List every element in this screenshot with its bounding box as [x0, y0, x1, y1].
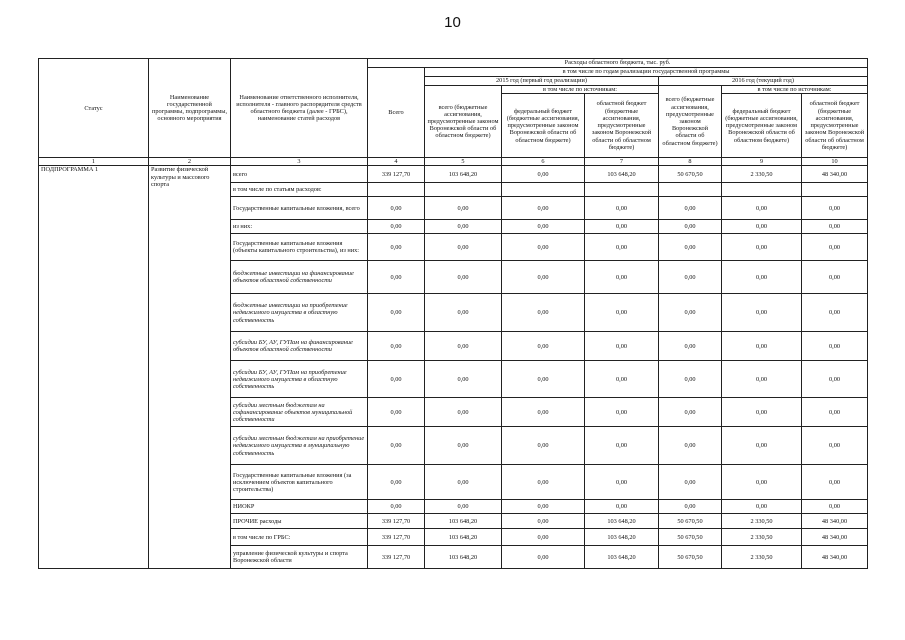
amount-cell: 0,00: [368, 234, 425, 261]
column-number: 5: [425, 158, 502, 166]
amount-cell: 0,00: [659, 427, 722, 465]
amount-cell: 0,00: [502, 234, 585, 261]
amount-cell: 0,00: [368, 332, 425, 361]
column-number: 2: [149, 158, 231, 166]
amount-cell: 48 340,00: [802, 546, 868, 569]
header-col8: всего (бюджетные ассигнования, предусмотренные законом Воронежской области об областном бюджете): [659, 86, 722, 158]
expense-item-label: субсидии БУ, АУ, ГУПам на приобретение недвижимого имущества в областную собственность: [231, 361, 368, 398]
amount-cell: 2 330,50: [722, 514, 802, 529]
amount-cell: 0,00: [585, 465, 659, 500]
column-number: 6: [502, 158, 585, 166]
amount-cell: 0,00: [722, 465, 802, 500]
amount-cell: 0,00: [502, 465, 585, 500]
expense-item-label: Государственные капитальные вложения, всего: [231, 197, 368, 220]
amount-cell: 0,00: [722, 234, 802, 261]
amount-cell: 0,00: [659, 294, 722, 332]
amount-cell: 0,00: [722, 427, 802, 465]
header-col5: всего (бюджетные ассигнования, предусмотренные законом Воронежской области об областном бюджете): [425, 86, 502, 158]
amount-cell: 0,00: [502, 166, 585, 183]
expense-item-label: Государственные капитальные вложения (объекты капитального строительства), из них:: [231, 234, 368, 261]
amount-cell: 103 648,20: [425, 546, 502, 569]
expense-item-label: в том числе по ГРБС:: [231, 529, 368, 546]
amount-cell: 0,00: [585, 500, 659, 514]
amount-cell: 0,00: [502, 398, 585, 427]
expense-item-label: субсидии БУ, АУ, ГУПам на финансирование объектов областной собственности: [231, 332, 368, 361]
amount-cell: 0,00: [802, 197, 868, 220]
program-name-cell: Развитие физической культуры и массового спорта: [149, 166, 231, 569]
amount-cell: 0,00: [659, 220, 722, 234]
column-number: 4: [368, 158, 425, 166]
amount-cell: 0,00: [425, 197, 502, 220]
amount-cell: 0,00: [802, 332, 868, 361]
expense-item-label: в том числе по статьям расходов:: [231, 183, 368, 197]
amount-cell: 0,00: [585, 294, 659, 332]
amount-cell: 0,00: [425, 294, 502, 332]
column-number: 3: [231, 158, 368, 166]
amount-cell: 0,00: [722, 332, 802, 361]
amount-cell: 103 648,20: [585, 514, 659, 529]
amount-cell: 0,00: [502, 294, 585, 332]
expense-item-label: всего: [231, 166, 368, 183]
amount-cell: 0,00: [585, 220, 659, 234]
header-sources-2016: в том числе по источникам:: [722, 86, 868, 94]
amount-cell: 0,00: [425, 220, 502, 234]
table-row: [39, 166, 868, 183]
column-number: 10: [802, 158, 868, 166]
header-program-name: Наименование государственной программы, подпрограммы, основного мероприятия: [149, 59, 231, 158]
amount-cell: 0,00: [659, 398, 722, 427]
amount-cell: 0,00: [722, 261, 802, 294]
amount-cell: 0,00: [722, 500, 802, 514]
amount-cell: [585, 183, 659, 197]
amount-cell: 0,00: [425, 465, 502, 500]
amount-cell: [802, 183, 868, 197]
amount-cell: 0,00: [802, 261, 868, 294]
amount-cell: 0,00: [425, 500, 502, 514]
amount-cell: 0,00: [802, 361, 868, 398]
expense-item-label: ПРОЧИЕ расходы: [231, 514, 368, 529]
amount-cell: 0,00: [659, 332, 722, 361]
header-year-2016: 2016 год (текущий год): [659, 77, 868, 86]
amount-cell: 0,00: [659, 197, 722, 220]
column-number-row: [39, 158, 868, 166]
column-number: 9: [722, 158, 802, 166]
amount-cell: 0,00: [502, 197, 585, 220]
amount-cell: 0,00: [802, 220, 868, 234]
amount-cell: 0,00: [722, 398, 802, 427]
header-sources-2015: в том числе по источникам:: [502, 86, 659, 94]
amount-cell: 103 648,20: [425, 166, 502, 183]
status-cell: ПОДПРОГРАММА 1: [39, 166, 149, 569]
amount-cell: 0,00: [722, 197, 802, 220]
amount-cell: 339 127,70: [368, 166, 425, 183]
header-col10: областной бюджет (бюджетные ассигнования, предусмотренные законом Воронежской области об областном бюджете): [802, 94, 868, 158]
amount-cell: 0,00: [722, 294, 802, 332]
expense-item-label: Государственные капитальные вложения (за исключением объектов капитального строительства): [231, 465, 368, 500]
amount-cell: 2 330,50: [722, 166, 802, 183]
amount-cell: 0,00: [802, 465, 868, 500]
expense-item-label: из них:: [231, 220, 368, 234]
amount-cell: 2 330,50: [722, 546, 802, 569]
amount-cell: 0,00: [502, 220, 585, 234]
amount-cell: 0,00: [585, 398, 659, 427]
amount-cell: 50 670,50: [659, 514, 722, 529]
amount-cell: 0,00: [425, 234, 502, 261]
amount-cell: 48 340,00: [802, 514, 868, 529]
amount-cell: 0,00: [659, 261, 722, 294]
amount-cell: 339 127,70: [368, 546, 425, 569]
amount-cell: 0,00: [368, 427, 425, 465]
amount-cell: 0,00: [502, 529, 585, 546]
budget-table: [38, 58, 868, 569]
amount-cell: 0,00: [502, 546, 585, 569]
amount-cell: 0,00: [585, 261, 659, 294]
amount-cell: 0,00: [722, 220, 802, 234]
page-number: 10: [444, 14, 461, 31]
amount-cell: 0,00: [502, 261, 585, 294]
header-status: Статус: [39, 59, 149, 158]
amount-cell: 50 670,50: [659, 529, 722, 546]
amount-cell: 0,00: [425, 261, 502, 294]
amount-cell: 0,00: [368, 361, 425, 398]
header-expenses-title: Расходы областного бюджета, тыс. руб.: [368, 59, 868, 68]
amount-cell: 0,00: [425, 361, 502, 398]
header-total: Всего: [368, 68, 425, 158]
amount-cell: 0,00: [585, 427, 659, 465]
amount-cell: 0,00: [425, 427, 502, 465]
expense-item-label: НИОКР: [231, 500, 368, 514]
amount-cell: [502, 183, 585, 197]
amount-cell: [368, 183, 425, 197]
expense-item-label: бюджетные инвестиции на приобретение недвижимого имущества в областную собственность: [231, 294, 368, 332]
amount-cell: 0,00: [502, 361, 585, 398]
amount-cell: 0,00: [368, 261, 425, 294]
amount-cell: 48 340,00: [802, 529, 868, 546]
expense-item-label: управление физической культуры и спорта Воронежской области: [231, 546, 368, 569]
amount-cell: 0,00: [368, 294, 425, 332]
amount-cell: 0,00: [368, 220, 425, 234]
amount-cell: 0,00: [585, 197, 659, 220]
header-col7: областной бюджет (бюджетные ассигнования, предусмотренные законом Воронежской области об областном бюджете): [585, 94, 659, 158]
amount-cell: 50 670,50: [659, 546, 722, 569]
amount-cell: 0,00: [659, 234, 722, 261]
amount-cell: [659, 183, 722, 197]
amount-cell: 0,00: [368, 465, 425, 500]
amount-cell: 0,00: [368, 500, 425, 514]
amount-cell: 0,00: [502, 500, 585, 514]
amount-cell: 2 330,50: [722, 529, 802, 546]
header-col9: федеральный бюджет (бюджетные ассигнования, предусмотренные законом Воронежской области об областном бюджете): [722, 94, 802, 158]
amount-cell: 103 648,20: [585, 166, 659, 183]
amount-cell: 0,00: [585, 332, 659, 361]
amount-cell: 0,00: [659, 500, 722, 514]
amount-cell: 0,00: [802, 427, 868, 465]
header-year-2015: 2015 год (первый год реализации): [425, 77, 659, 86]
amount-cell: 0,00: [802, 500, 868, 514]
amount-cell: 0,00: [425, 398, 502, 427]
amount-cell: 0,00: [802, 234, 868, 261]
amount-cell: 339 127,70: [368, 514, 425, 529]
amount-cell: 0,00: [502, 332, 585, 361]
amount-cell: 103 648,20: [585, 529, 659, 546]
expense-item-label: бюджетные инвестиции на финансирование объектов областной собственности: [231, 261, 368, 294]
amount-cell: 103 648,20: [425, 529, 502, 546]
amount-cell: 0,00: [585, 361, 659, 398]
amount-cell: 0,00: [425, 332, 502, 361]
amount-cell: 48 340,00: [802, 166, 868, 183]
column-number: 1: [39, 158, 149, 166]
amount-cell: 0,00: [585, 234, 659, 261]
amount-cell: 339 127,70: [368, 529, 425, 546]
amount-cell: 0,00: [802, 294, 868, 332]
amount-cell: 0,00: [502, 427, 585, 465]
amount-cell: [425, 183, 502, 197]
amount-cell: 0,00: [659, 361, 722, 398]
amount-cell: [722, 183, 802, 197]
header-by-years: в том числе по годам реализации государственной программы: [425, 68, 868, 77]
expense-item-label: субсидии местным бюджетам на софинансирование объектов муниципальной собственности: [231, 398, 368, 427]
amount-cell: 103 648,20: [585, 546, 659, 569]
header-executor: Наименование ответственного исполнителя, исполнителя - главного распорядителя средств областного бюджета (далее - ГРБС), наименование статей расходов: [231, 59, 368, 158]
column-number: 8: [659, 158, 722, 166]
expense-item-label: субсидии местным бюджетам на приобретение недвижимого имущества в муниципальную собственность: [231, 427, 368, 465]
amount-cell: 0,00: [502, 514, 585, 529]
amount-cell: 0,00: [802, 398, 868, 427]
amount-cell: 0,00: [368, 197, 425, 220]
amount-cell: 0,00: [722, 361, 802, 398]
amount-cell: 103 648,20: [425, 514, 502, 529]
header-col6: федеральный бюджет (бюджетные ассигнования, предусмотренные законом Воронежской области об областном бюджете): [502, 94, 585, 158]
column-number: 7: [585, 158, 659, 166]
amount-cell: 0,00: [659, 465, 722, 500]
amount-cell: 0,00: [368, 398, 425, 427]
amount-cell: 50 670,50: [659, 166, 722, 183]
